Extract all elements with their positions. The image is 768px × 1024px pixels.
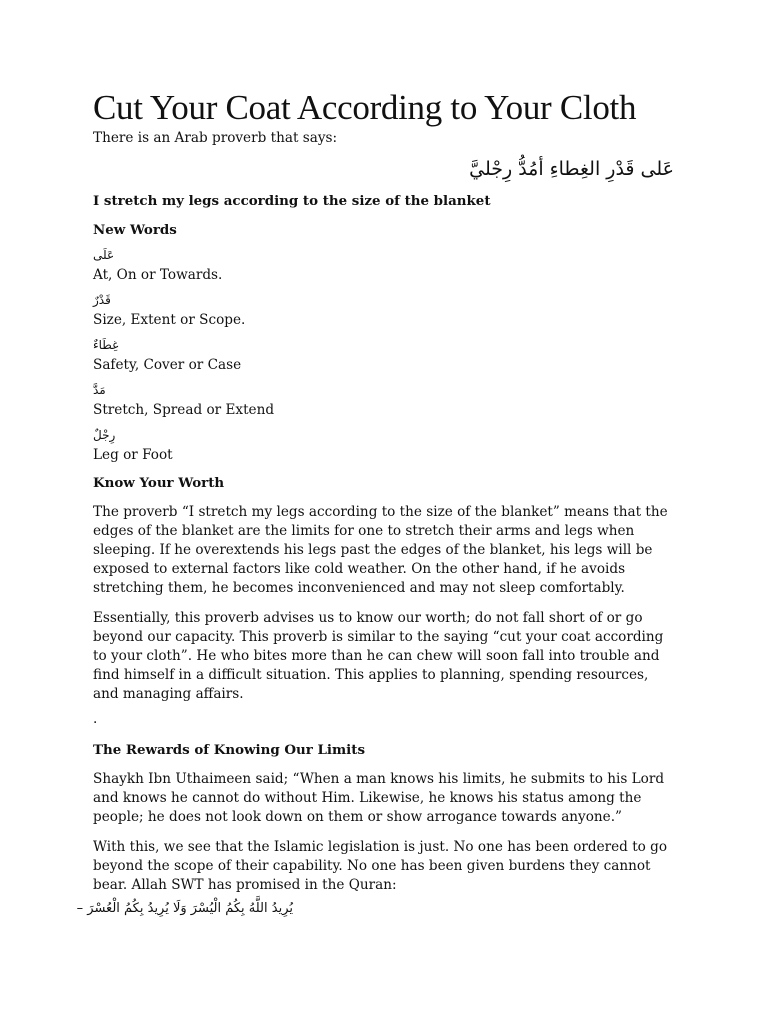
word-entry [93, 247, 678, 284]
word-arabic: عَلَى [93, 248, 115, 262]
document-title: Cut Your Coat According to Your Cloth [93, 88, 637, 127]
word-meaning: At, On or Towards. [93, 267, 223, 283]
document-page [76, 88, 678, 919]
proverb-translation: I stretch my legs according to the size of the blanket [93, 193, 491, 209]
word-arabic: مَدَّ [93, 383, 106, 397]
paragraph-proverb-meaning: The proverb “I stretch my legs according to the size of the blanket” means that the edges of the blanket are the limits for one to stretch their arms and legs when sleeping. If he overextends his legs past the edges of the blanket, his legs will be exposed to external factors like cold weather. On the other hand, if he avoids stretching them, he becomes inconvenienced and may not sleep comfortably. [93, 504, 668, 596]
word-entry [93, 292, 678, 329]
word-meaning: Size, Extent or Scope. [93, 312, 246, 328]
word-entry [93, 427, 678, 464]
intro-text: There is an Arab proverb that says: [93, 130, 338, 146]
know-your-worth-heading: Know Your Worth [93, 475, 225, 491]
arabic-proverb: عَلى قَدْرِ الغِطاءِ أمُدُّ رِجْليَّ [469, 158, 674, 180]
word-arabic: رِجْلٌ [93, 428, 116, 442]
rewards-heading: The Rewards of Knowing Our Limits [93, 742, 365, 758]
word-entry [93, 382, 678, 419]
quran-verse: يُرِيدُ اللَّهُ بِكُمُ الْيُسْرَ وَلَا يُرِيدُ بِكُمُ الْعُسْرَ – [76, 901, 293, 916]
word-meaning: Safety, Cover or Case [93, 357, 242, 373]
paragraph-uthaimeen-quote: Shaykh Ibn Uthaimeen said; “When a man knows his limits, he submits to his Lord and knows he cannot do without Him. Likewise, he knows his status among the people; he does not look down on them or show arrogance towards anyone.” [93, 771, 665, 825]
paragraph-islamic-legislation: With this, we see that the Islamic legislation is just. No one has been ordered to go beyond the scope of their capability. No one has been given burdens they cannot bear. Allah SWT has promised in the Quran: [93, 839, 668, 893]
paragraph-know-worth: Essentially, this proverb advises us to know our worth; do not fall short of or go beyond our capacity. This proverb is similar to the saying “cut your coat according to your cloth”. He who bites more than he can chew will soon fall into trouble and find himself in a difficult situation. This applies to planning, spending resources, and managing affairs. [93, 610, 664, 702]
word-arabic: غِطَاءٌ [93, 338, 119, 352]
word-arabic: قَدْرٌ [93, 293, 111, 307]
word-entry [93, 337, 678, 374]
word-meaning: Stretch, Spread or Extend [93, 402, 275, 418]
separator-dot: . [93, 711, 98, 727]
word-meaning: Leg or Foot [93, 447, 173, 463]
new-words-heading: New Words [93, 222, 177, 238]
